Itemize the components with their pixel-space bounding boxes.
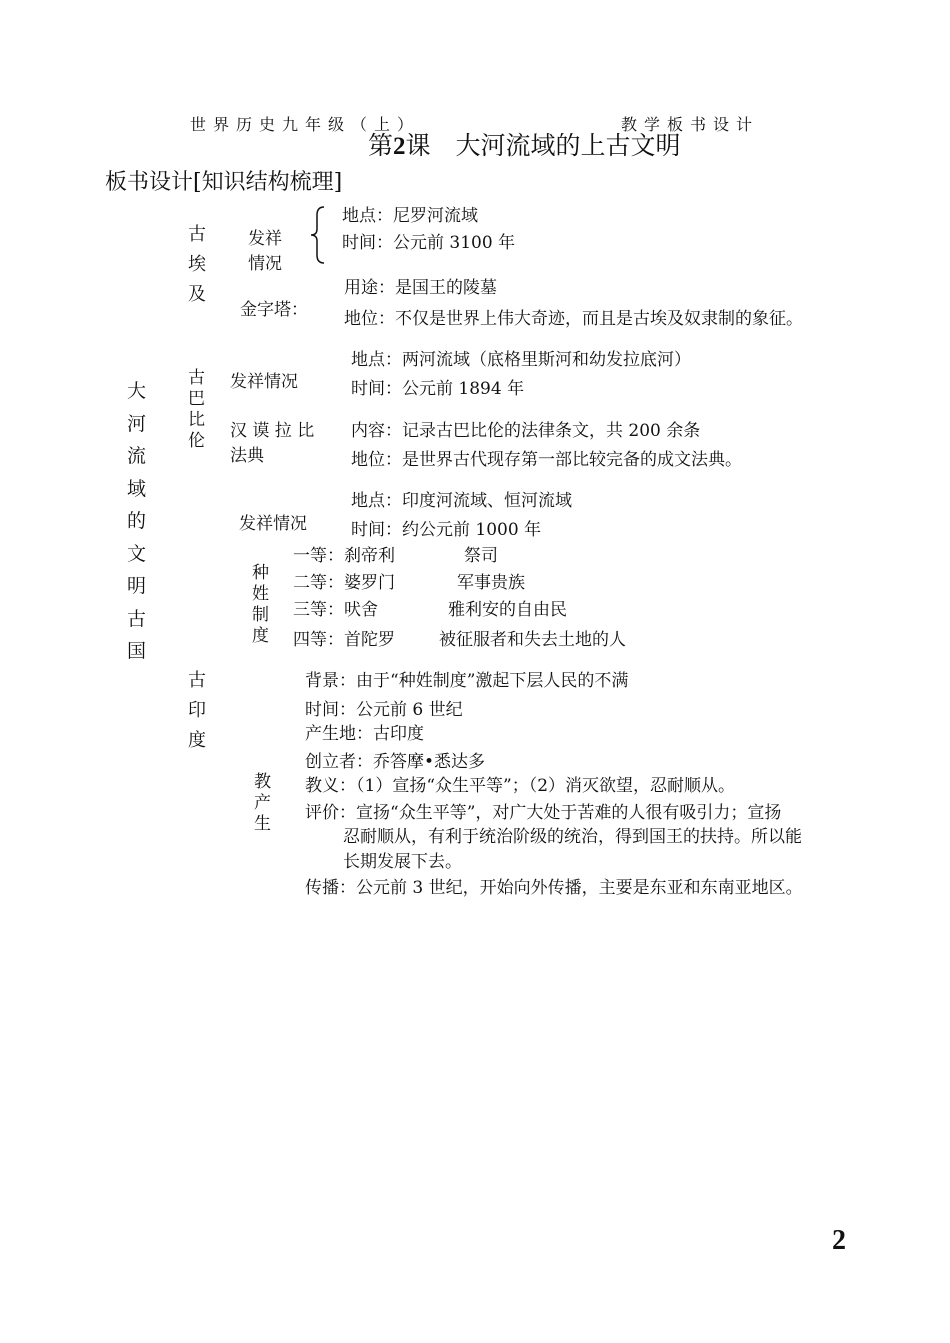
caste-role: 被征服者和失去土地的人 [439, 630, 626, 650]
caste-rank: 二等： [293, 573, 344, 593]
egypt-time: 时间：公元前 3100 年 [342, 233, 516, 253]
caste-row [293, 600, 567, 620]
religion-time: 时间：公元前 6 世纪 [305, 700, 463, 720]
lesson-prefix: 第 [368, 131, 394, 160]
root-label: 大河流域的文明古国 [127, 380, 147, 662]
caste-name: 首陀罗 [344, 630, 395, 650]
page-number: 2 [832, 1225, 846, 1256]
religion-eval-line3: 长期发展下去。 [343, 852, 462, 872]
code-status: 地位：是世界古代现存第一部比较完备的成文法典。 [351, 450, 742, 470]
egypt-label: 古埃及 [188, 224, 206, 305]
code-label-line1: 汉 谟 拉 比 [230, 421, 315, 441]
religion-label: 教产生 [254, 772, 271, 834]
india-label: 古印度 [188, 670, 206, 751]
design-header: 教学板书设计 [621, 115, 760, 134]
religion-doctrine: 教义：（1）宣扬“众生平等”；（2）消灭欲望，忍耐顺从。 [305, 776, 736, 796]
religion-eval-line2: 忍耐顺从，有利于统治阶级的统治，得到国王的扶持。所以能 [343, 827, 802, 847]
babylon-time: 时间：公元前 1894 年 [351, 379, 525, 399]
caste-label: 种姓制度 [252, 563, 269, 646]
caste-row [293, 546, 498, 566]
brace-icon [309, 205, 329, 265]
egypt-rise-label-1: 发祥 [248, 229, 282, 249]
pyramid-label: 金字塔： [240, 300, 308, 320]
lesson-title-text: 课 大河流域的上古文明 [405, 131, 681, 160]
code-content: 内容：记录古巴比伦的法律条文，共 200 余条 [351, 421, 701, 441]
religion-spread: 传播：公元前 3 世纪，开始向外传播，主要是东亚和东南亚地区。 [305, 878, 803, 898]
caste-role: 军事贵族 [457, 573, 525, 593]
india-rise-label: 发祥情况 [239, 514, 307, 534]
caste-rank: 一等： [293, 546, 344, 566]
lesson-number: 2 [393, 133, 406, 160]
caste-row [293, 573, 525, 593]
india-time: 时间：约公元前 1000 年 [351, 520, 542, 540]
babylon-location: 地点：两河流域（底格里斯河和幼发拉底河） [351, 350, 691, 370]
pyramid-status: 地位：不仅是世界上伟大奇迹，而且是古埃及奴隶制的象征。 [344, 309, 803, 329]
caste-role: 祭司 [464, 546, 498, 566]
religion-founder: 创立者：乔答摩•悉达多 [305, 752, 486, 772]
lesson-title [368, 131, 681, 162]
code-label-line2: 法典 [230, 446, 264, 466]
egypt-location: 地点：尼罗河流域 [342, 206, 478, 226]
babylon-label: 古巴比伦 [188, 368, 205, 451]
course-header: 世界历史九年级（上） [190, 115, 421, 134]
caste-name: 刹帝利 [344, 546, 395, 566]
india-location: 地点：印度河流域、恒河流域 [351, 491, 572, 511]
caste-row [293, 630, 626, 650]
caste-rank: 三等： [293, 600, 344, 620]
religion-place: 产生地：古印度 [305, 724, 424, 744]
caste-name: 婆罗门 [344, 573, 395, 593]
egypt-rise-label-2: 情况 [248, 254, 282, 274]
caste-rank: 四等： [293, 630, 344, 650]
babylon-rise-label: 发祥情况 [230, 372, 298, 392]
religion-eval-line1: 评价：宣扬“众生平等”，对广大处于苦难的人很有吸引力；宣扬 [305, 803, 782, 823]
religion-background: 背景：由于“种姓制度”激起下层人民的不满 [305, 671, 629, 691]
page-subtitle: 板书设计[知识结构梳理] [105, 170, 343, 195]
pyramid-use: 用途：是国王的陵墓 [344, 278, 497, 298]
caste-name: 吠舍 [344, 600, 378, 620]
caste-role: 雅利安的自由民 [448, 600, 567, 620]
